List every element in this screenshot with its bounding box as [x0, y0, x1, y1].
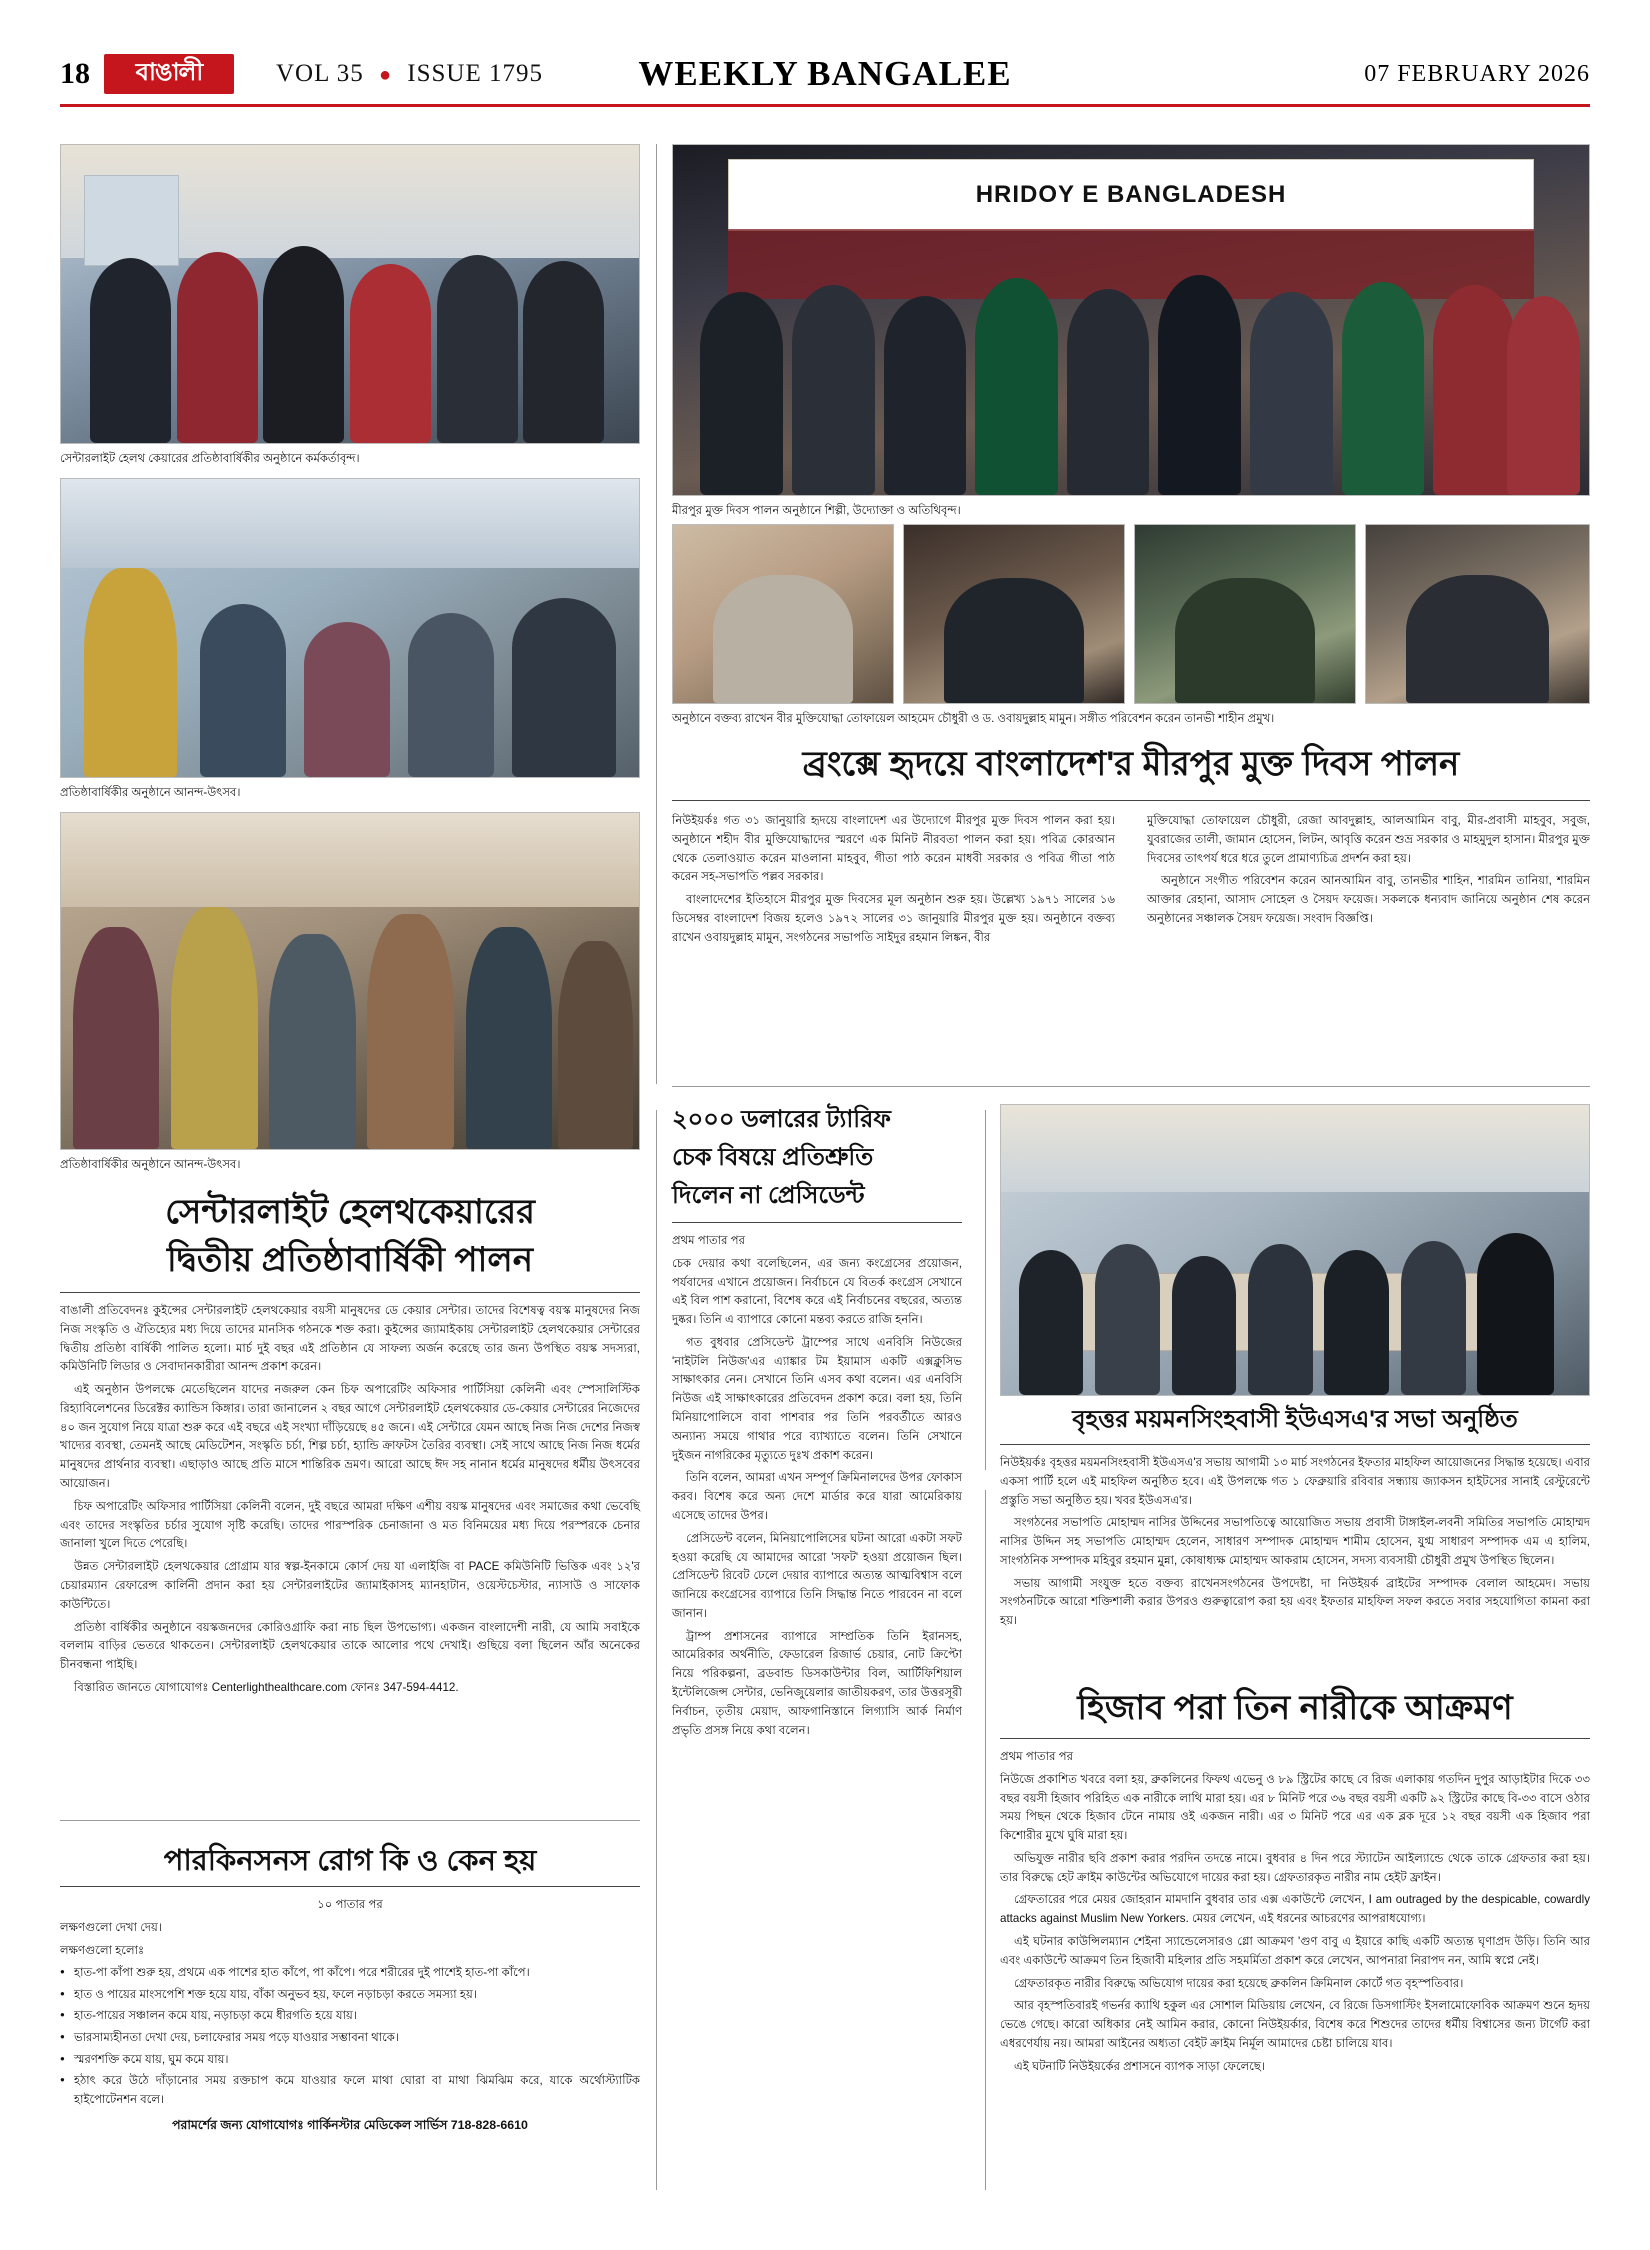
mirpur-p4: অনুষ্ঠানে সংগীত পরিবেশন করেন আনআমিন বাবু, তানভীর শাহিন, শারমিন তানিয়া, শারমিন আক্তার রেহানা, আসাদ সোহেল ও সৈয়দ ফয়েজ। সকলকে ধন্যবাদ জানিয়ে অনুষ্ঠান শেষ করেন অনুষ্ঠানের সঞ্চালক সৈয়দ ফয়েজ। সংবাদ বিজ্ঞপ্তি।: [1147, 874, 1590, 925]
tariff-body: [672, 1232, 962, 1744]
photo-caption-4: অনুষ্ঠানে বক্তব্য রাখেন বীর মুক্তিযোদ্ধা তোফায়েল আহমেদ চৌধুরী ও ড. ওবায়দুল্লাহ মামুন। সঙ্গীত পরিবেশন করেন তানভী শাহীন প্রমুখ।: [672, 713, 1275, 725]
list-item: ● ভারসাম্যহীনতা দেখা দেয়, চলাফেরার সময় পড়ে যাওয়ার সম্ভাবনা থাকে।: [60, 2029, 640, 2048]
photo-caption-3: প্রতিষ্ঠাবার্ষিকীর অনুষ্ঠানে আনন্দ-উৎসব।: [60, 787, 241, 799]
photo-hridoy-e-bangladesh: [672, 144, 1590, 496]
centerlight-p4: উন্নত সেন্টারলাইট হেলথকেয়ার প্রোগ্রাম যার স্বল্প-ইনকামে কোর্স দেয় যা এলাইজি বা PACE কমিউনিটি ভিত্তিক এবং ১২'র চেয়ারম্যান রেফারেন্স কার্লিনী প্রদান করা হয় সেন্টারলাইটের জ্যামাইকাসহ ম্যানহাটান, ওয়েস্টচেস্টার, ন্যাসাউ ও সাফোক কাউন্টিতে।: [60, 1560, 640, 1611]
mirpur-p1: নিউইয়র্কঃ গত ৩১ জানুয়ারি হৃদয়ে বাংলাদেশ এর উদ্যোগে মীরপুর মুক্ত দিবস পালন করা হয়। অনুষ্ঠানে শহীদ বীর মুক্তিযোদ্ধাদের স্মরণে এক মিনিট নীরবতা পালন করা হয়। পবিত্র কোরআন থেকে তেলাওয়াত করেন মাওলানা মাহবুব, গীতা পাঠ করেন মাধবী সরকার ও পবিত্র গীতা পাঠ করেন সহ-সভাপতি পল্লব সরকার।: [672, 814, 1115, 884]
photo-speaker-1: [672, 524, 894, 704]
photo-anniversary-celebration-2: [60, 812, 640, 1150]
list-item: ● হাত ও পায়ের মাংসপেশি শক্ত হয়ে যায়, বাঁকা অনুভব হয়, ফলে নড়াচড়া করতে সমস্যা হয়।: [60, 1986, 640, 2005]
photo-caption-1: সেন্টারলাইট হেলথ কেয়ারের প্রতিষ্ঠাবার্ষিকীর অনুষ্ঠানে কর্মকর্তাবৃন্দ।: [60, 453, 360, 465]
list-item: ● হাত-পা কাঁপা শুরু হয়, প্রথমে এক পাশের হাত কাঁপে, পা কাঁপে। পরে শরীরের দুই পাশেই হাত-পা কাঁপে।: [60, 1964, 640, 1983]
mymensingh-body: [1000, 1454, 1590, 1635]
tariff-jump-note: প্রথম পাতার পর: [672, 1234, 745, 1247]
separator-dot: ●: [378, 63, 393, 86]
hijab-body: [1000, 1748, 1590, 2081]
photo-speaker-2: [903, 524, 1125, 704]
parkinsons-body: [60, 1896, 640, 2139]
photo-caption-5: প্রতিষ্ঠাবার্ষিকীর অনুষ্ঠানে আনন্দ-উৎসব।: [60, 1159, 241, 1171]
centerlight-p3: চিফ অপারেটিং অফিসার পার্টিসিয়া কেলিনী বলেন, দুই বছরে আমরা দক্ষিণ এশীয় বয়স্ক মানুষদের এবং সমাজের কথা ভেবেছি এবং তাদের সংস্কৃতির চর্চার সুযোগ সৃষ্টি করেছি। তাদের পারস্পরিক চেনাজানা ও মত বিনিময়ের মধ্য দিয়ে পরস্পরকে চেনার জানালা খুলে দিতে পেরেছি।: [60, 1499, 640, 1551]
tariff-p5: ট্রাম্প প্রশাসনের ব্যাপারে সাম্প্রতিক তিনি ইরানসহ, আমেরিকার অর্থনীতি, ফেডারেল রিজার্ভ চেয়ার, নোট ক্রিপ্টো নিয়ে পরিকল্পনা, ব্রডবান্ড ডিসকাউন্টার বিল, আর্টিফিশিয়াল ইন্টেলিজেন্স সেন্টার, ভেনিজুয়েলার জাতীয়করণ, তার উত্তরসূরী নির্বাচন, তৃতীয় মেয়াদ, আফগানিস্তানে লিগ্যাসি আর্ক নির্মাণ প্রভৃতি প্রসঙ্গ নিয়ে কথা বলেন।: [672, 1629, 962, 1737]
paper-title: WEEKLY BANGALEE: [638, 54, 1012, 93]
parkinsons-symptom-list: [60, 1964, 640, 2109]
photo-mymensingh-meeting: [1000, 1104, 1590, 1396]
parkinsons-contact: পরামর্শের জন্য যোগাযোগঃ গার্কিনস্টার মেডিকেল সার্ভিস 718-828-6610: [172, 2118, 528, 2133]
photo-anniversary-celebration-1: [60, 478, 640, 778]
parkinsons-jump-note: ১০ পাতার পর: [317, 1898, 383, 1911]
hijab-p1: নিউজে প্রকাশিত খবরে বলা হয়, ব্রুকলিনের ফিফথ এভেনু ও ৮৯ স্ট্রিটের কাছে বে রিজ এলাকায় গতদিন দুপুর আড়াইটার দিকে ৩৩ বছর বয়সী হিজাব পরিহিত এক নারীকে লাথি মারা হয়। এর ৮ মিনিট পরে ৩৬ বছর বয়সী একটি ৯২ স্ট্রিটের কাছে বি-৩৩ বাসে ওঠার সময় পিছন থেকে হিজাব টেনে নামায় ওই একজন নারী। এর ৩ মিনিট পরে এর এক ব্লক দূরে ১২ বছর বয়সী এক হিজাব পরা কিশোরীর মুখে ঘুষি মারা হয়।: [1000, 1772, 1590, 1843]
mirpur-col-2: [1147, 812, 1590, 933]
tariff-headline-line3: দিলেন না প্রেসিডেন্ট: [672, 1182, 865, 1209]
tariff-p2: গত বুধবার প্রেসিডেন্ট ট্রাম্পের সাথে এনবিসি নিউজের 'নাইটলি নিউজ'এর এ্যাঙ্কার টম ইয়ামাস একটি এক্সক্লুসিভ সাক্ষাৎকার নেন। সেখানে তিনি এসব কথা বলেন। এর এনবিসি নিউজ এই সাক্ষাৎকারের প্রতিবেদন প্রকাশ করে। বলা হয়, তিনি মিনিয়াপোলিসে বাবা পাশবার পর তিনি পরবর্তীতে আরও অন্যান্য সময়ে গাথার পরে ব্যাখ্যাতে বলেন। তিনি সেখানে দুইজন নাগরিকের মৃত্যুতে দুঃখ প্রকাশ করেন।: [672, 1335, 962, 1462]
centerlight-body: [60, 1302, 640, 1702]
centerlight-headline-line2: দ্বিতীয় প্রতিষ্ঠাবার্ষিকী পালন: [166, 1241, 534, 1279]
volume-issue: [276, 60, 543, 88]
parkinsons-intro-1: লক্ষণগুলো দেখা দেয়।: [60, 1920, 162, 1934]
mymensingh-p1: নিউইয়র্কঃ বৃহত্তর ময়মনসিংহবাসী ইউএসএ'র সভায় আগামী ১৩ মার্চ সংগঠনের ইফতার মাহফিল আয়োজনের সিদ্ধান্ত হয়েছে। এবার একসা পার্টি হলে এই মাহফিল অনুষ্ঠিত হবে। এই উপলক্ষে গত ১ ফেব্রুয়ারি রবিবার সন্ধ্যায় জ্যাকসন হাইটসের সানাই রেস্টুরেন্টে প্রস্তুতি সভা অনুষ্ঠিত হয়। খবর ইউএসএ'র।: [1000, 1456, 1590, 1507]
page-number: 18: [60, 57, 90, 90]
centerlight-contact: বিস্তারিত জানতে যোগাযোগঃ Centerlighthealthcare.com ফোনঃ 347-594-4412.: [74, 1680, 459, 1694]
list-item: ● হঠাৎ করে উঠে দাঁড়ানোর সময় রক্তচাপ কমে যাওয়ার ফলে মাথা ঘোরা বা মাথা ঝিমঝিম করে, যাকে অর্থোস্ট্যাটিক হাইপোটেনশন বলে।: [60, 2072, 640, 2109]
list-item: ● স্মরণশক্তি কমে যায়, ঘুম কমে যায়।: [60, 2051, 640, 2070]
hijab-p7: এই ঘটনাটি নিউইয়র্কের প্রশাসনে ব্যাপক সাড়া ফেলেছে।: [1014, 2059, 1266, 2073]
centerlight-p2: এই অনুষ্ঠান উপলক্ষে মেতেছিলেন যাদের নজরুল কেন চিফ অপারেটিং অফিসার পার্টিসিয়া কেলিনী এবং স্পেসালিস্টিক রিহ্যাবিলেশনের ডিরেক্টর ক্যান্ডিস কিঙ্গার। তারা জানালেন ২ বছর আগে সেন্টারলাইট হেলথকেয়ার ডে-কেয়ার সেন্টারের নিজেদের ৪০ জন সুযোগ নিয়ে যাত্রা শুরু করে এই বছরে এই সংখ্যা দাঁড়িয়েছে ৪৫ জনে। এই সেন্টারে যেমন আছে নিজ নিজ দেশের নিজস্ব খাদ্যের ব্যবস্থা, তেমনই আছে মেডিটেশন, সংস্কৃতি চর্চা, শিল্প চর্চা, হ্যান্ডি ক্রাফটস তৈরির ব্যবস্থা। সেই সাথে আছে নিজ নিজ ধর্মের মানুষদের প্রার্থনার ব্যবস্থা। এছাড়াও আছে প্রতি মাসে শান্তিরিক ভ্রমণ। আরো আছে ঈদ সহ নানান ধর্মের মানুষদের ধর্মীয় উৎসবের আয়োজন।: [60, 1383, 640, 1491]
hijab-p5: গ্রেফতারকৃত নারীর বিরুদ্ধে অভিযোগ দায়ের করা হয়েছে ব্রুকলিন ক্রিমিনাল কোর্টে গত বৃহস্পতিবার।: [1014, 1976, 1464, 1990]
tariff-p4: প্রেসিডেন্ট বলেন, মিনিয়াপোলিসের ঘটনা আরো একটা সফট হওয়া করেছি যে আমাদের আরো 'সফট' হওয়া প্রয়োজন ছিল। প্রেসিডেন্ট রিবেট ঢেলে দেয়ার ব্যাপারে অত্যন্ত আত্মবিশ্বাস বলে জানিয়ে কংগ্রেসের ব্যাপারে তিনি সিদ্ধান্ত নিতে পারবেন না বলে জানান।: [672, 1531, 962, 1620]
photo-speaker-4: [1365, 524, 1590, 704]
mirpur-p2: বাংলাদেশের ইতিহাসে মীরপুর মুক্ত দিবসের মূল অনুষ্ঠান শুরু হয়। উল্লেখ্য ১৯৭১ সালের ১৬ ডিসেম্বর বাংলাদেশ বিজয় হলেও ১৯৭২ সালের ৩১ জানুয়ারি মীরপুর মুক্ত হয়। অনুষ্ঠানে বক্তব্য রাখেন ওবায়দুল্লাহ মামুন, সংগঠনের সভাপতি সাইদুর রহমান লিঙ্কন, বীর: [672, 893, 1115, 944]
mirpur-headline: ব্রংক্সে হৃদয়ে বাংলাদেশ'র মীরপুর মুক্ত দিবস পালন: [802, 745, 1460, 783]
tariff-p3: তিনি বলেন, আমরা এখন সম্পূর্ণ ক্রিমিনালদের উপর ফোকাস করব। বিশেষ করে অন্য দেশে মার্ডার করে যারা আমেরিকায় এসেছে তাদের উপর।: [672, 1471, 962, 1522]
hijab-headline: হিজাব পরা তিন নারীকে আক্রমণ: [1077, 1689, 1513, 1727]
list-item: ● হাত-পায়ের সঞ্চালন কমে যায়, নড়াচড়া কমে ধীরগতি হয়ে যায়।: [60, 2007, 640, 2026]
volume-label: VOL 35: [276, 60, 364, 87]
hijab-jump-note: প্রথম পাতার পর: [1000, 1750, 1073, 1763]
centerlight-p1: বাঙালী প্রতিবেদনঃ কুইন্সের সেন্টারলাইট হেলথকেয়ার বয়সী মানুষদের ডে কেয়ার সেন্টার। তাদের বিশেষত্ব বয়স্ক মানুষদের নিজ নিজ সংস্কৃতি ও ঐতিহ্যের মধ্য দিয়ে তাদের মানসিক গঠনকে শক্ত করা। কুইন্সের জ্যামাইকায় সেন্টারলাইট হেলথকেয়ার সেন্টারের দ্বিতীয় প্রতিষ্ঠা বার্ষিকী পালিত হলো। মার্চ দুই বছর এই প্রতিষ্ঠান যে সাফল্য অর্জন করেছে তার জন্য উপস্থিত বয়স্ক সদস্যরা, কমিউনিটি লিডার ও সেবাদানকারীরা আনন্দ প্রকাশ করেন।: [60, 1304, 640, 1374]
logo-text: বাঙালী: [135, 59, 203, 86]
hijab-p2: অভিযুক্ত নারীর ছবি প্রকাশ করার পরদিন তদন্তে নামে। বুধবার ৪ দিন পরে স্ট্যাটেন আইল্যান্ডে থেকে তাকে গ্রেফতার করা হয়। তার বিরুদ্ধে হেট ক্রাইম কাউন্টের অভিযোগে দায়ের করা হয়। গ্রেফতারকৃত নারীর নাম হেইট ফ্রাইন।: [1000, 1851, 1590, 1884]
hijab-p3: গ্রেফতারের পরে মেয়র জোহরান মামদানি বুধবার তার এক্স একাউন্টে লেখেন, I am outraged by the despicable, cowardly attacks against Muslim New Yorkers. মেয়র লেখেন, এই ধরনের আচরণের আপরাধযোগ্য।: [1000, 1893, 1590, 1926]
tariff-headline-line1: ২০০০ ডলারের ট্যারিফ: [672, 1106, 891, 1133]
mymensingh-headline: বৃহত্তর ময়মনসিংহবাসী ইউএসএ'র সভা অনুষ্ঠিত: [1072, 1406, 1518, 1433]
hijab-p6: আর বৃহস্পতিবারই গভর্নর ক্যাথি হকুল এর সোশাল মিডিয়ায় লেখেন, বে রিজে ডিসগাস্টিং ইসলামোফোবিক আক্রমণ শুনে হৃদয় ভেঙে গেছে। কারো অধিকার নেই আমিন করার, কোনো নিউইয়র্কার, বিশেষ করে শিশুদের তাদের ধর্মীয় বিশ্বাসের জন্য টার্গেট করা এধরণের্যায় নয়। আমরা আইনের অধ্যতা বেইট ক্রাইম নির্মূল আমাদের চেষ্টা চালিয়ে যাব।: [1000, 1999, 1590, 2050]
hijab-p4: এই ঘটনার কাউন্সিলম্যান শেইনা স্যান্ডেলেসারও গ্লো আক্রমণ 'গুণ বাবু এ ইয়ারে কাছি একটি অত্যন্ত ঘৃণাপ্রদ উড়ি। তিনি আর এবং একাউন্টে আক্রমণ তিন হিজাবী মহিলার প্রতি সহমর্মিতা প্রকাশ করে লেখেন, আপনারা নিরাপদ নন, আমি স্বপ্নে নেই।: [1000, 1935, 1590, 1967]
bangalee-logo: [104, 54, 234, 94]
centerlight-p5: প্রতিষ্ঠা বার্ষিকীর অনুষ্ঠানে বয়স্কজনদের কোরিওগ্রাফি করা নাচ ছিল উপভোগ্য। একজন বাংলাদেশী নারী, যে আমি সবাইকে বললাম বাড়ির ভেতরে থাকতেন। সেন্টারলাইট হেলথকেয়ার তাকে আলোর পথে দেখাই। গুছিয়ে বলা ছিলেন আঁর অনেকের চীনবন্ধনা পাইছি।: [60, 1620, 640, 1672]
issue-date: 07 FEBRUARY 2026: [1364, 60, 1590, 87]
photo-centerlight-officials: [60, 144, 640, 444]
centerlight-headline-line1: সেন্টারলাইট হেলথকেয়ারের: [165, 1193, 535, 1231]
tariff-p1: চেক দেয়ার কথা বলেছিলেন, এর জন্য কংগ্রেসের প্রয়োজন, পর্যবাদের এখানে প্রয়োজন। নির্বাচনে যে বিতর্ক কংগ্রেস সেখানে এই বিল পাশ করানো, বিশেষ করে এই নির্বাচনের বছরের, অত্যন্ত দুষ্কর। তিনি এ ব্যাপারে কোনো মন্তব্য করতে রাজি হননি।: [672, 1256, 962, 1327]
banner-text: HRIDOY E BANGLADESH: [975, 181, 1287, 208]
photo-speaker-3: [1134, 524, 1356, 704]
masthead-rule: [60, 104, 1590, 107]
tariff-headline-line2: চেক বিষয়ে প্রতিশ্রুতি: [672, 1144, 874, 1171]
mymensingh-p3: সভায় আগামী সংযুক্ত হতে বক্তব্য রাখেনসংগঠনের উপদেষ্টা, দা নিউইয়র্ক ব্রাইটের সম্পাদক বেলাল আহমেদ। সভায় সংগঠনটিকে আরো শক্তিশালী করার উপরও গুরুত্বারোপ করা হয় এবং ইফতার মাহফিল সফল করতে সবার সহযোগিতা কামনা করা হয়।: [1000, 1576, 1590, 1628]
photo-caption-2: মীরপুর মুক্ত দিবস পালন অনুষ্ঠানে শিল্পী, উদ্যোক্তা ও অতিথিবৃন্দ।: [672, 505, 961, 517]
mirpur-p3: মুক্তিযোদ্ধা তোফায়েল চৌধুরী, রেজা আবদুল্লাহ, আলআমিন বাবু, মীর-প্রবাসী মাহবুব, সবুজ, যুবরাজের তালী, জামান হোসেন, লিটন, আবৃত্তি করেন শুভ্র সরকার ও মাহমুদুল হাসান। মীরপুর মুক্ত দিবসের তাৎপর্য ধরে ধরে তুলে প্রামাণ্যচিত্র প্রদর্শন করা হয়।: [1147, 814, 1590, 865]
parkinsons-headline: পারকিনসনস রোগ কি ও কেন হয়: [163, 1845, 537, 1877]
issue-label: ISSUE 1795: [407, 60, 544, 87]
stage-banner: [728, 159, 1534, 231]
mirpur-col-1: [672, 812, 1115, 951]
masthead: [60, 48, 1590, 100]
mymensingh-p2: সংগঠনের সভাপতি মোহাম্মদ নাসির উদ্দিনের সভাপতিত্বে আয়োজিত সভায় প্রবাসী টাঙ্গাইল-লবনী সমিতির সভাপতি মোহাম্মদ নাসির উদ্দিন সহ সভাপতি মোহাম্মদ হেলেন, সাধারণ সম্পাদক মোহাম্মদ শামীম হোসেন, যুগ্ম সাধারণ সম্পাদক এম এ হালিম, সাংগঠনিক সম্পাদক মহিবুর রহমান মুন্না, কোষাধ্যক্ষ মোহাম্মদ আকরাম হোসেন, সদস্য ব্যবসায়ী চৌধুরী প্রমুখ উপস্থিত ছিলেন।: [1000, 1516, 1590, 1567]
parkinsons-intro-2: লক্ষণগুলো হলোঃ: [60, 1943, 145, 1957]
